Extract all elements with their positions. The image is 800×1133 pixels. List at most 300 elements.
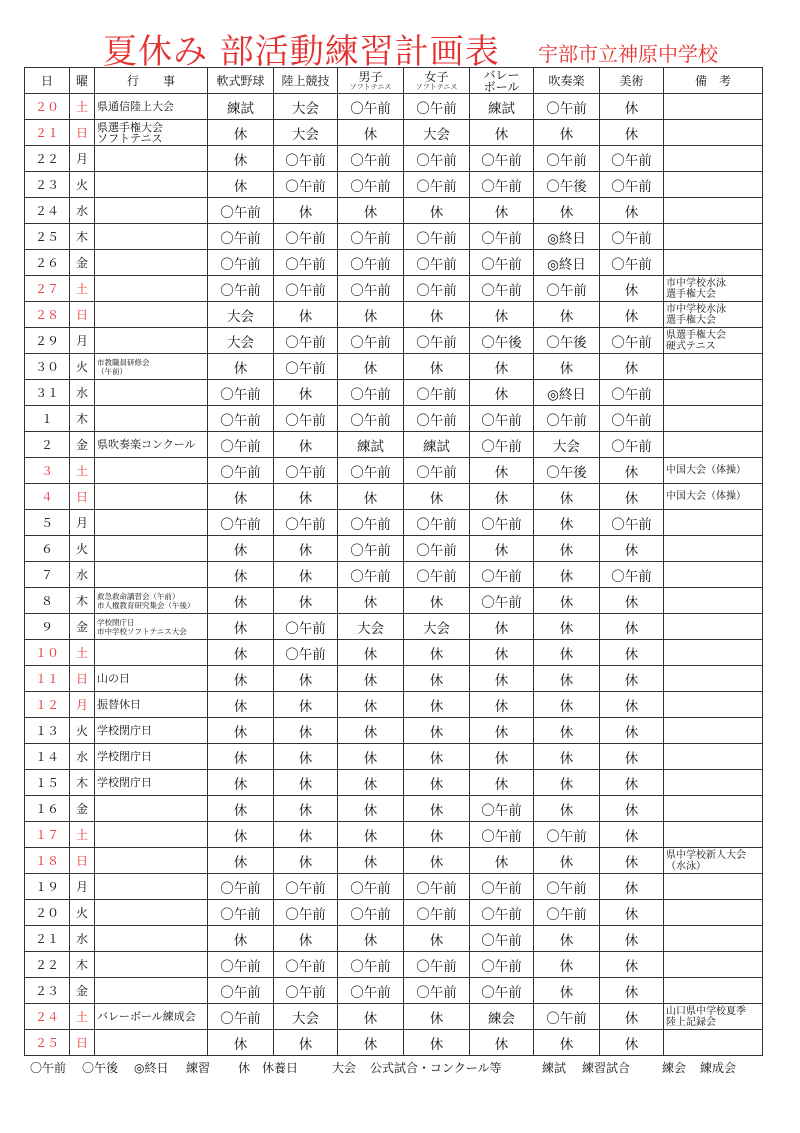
schedule-cell-baseball: 〇午前	[208, 1004, 274, 1030]
schedule-cell-baseball: 休	[208, 640, 274, 666]
schedule-cell-baseball: 休	[208, 614, 274, 640]
schedule-cell-volleyball: 〇午前	[470, 172, 534, 198]
note-cell	[664, 406, 763, 432]
schedule-cell-girls-tennis: 〇午前	[404, 224, 470, 250]
schedule-cell-volleyball: 休	[470, 380, 534, 406]
schedule-cell-volleyball: 休	[470, 614, 534, 640]
table-row	[25, 276, 763, 302]
day-cell: １４	[25, 744, 70, 770]
dow-cell: 金	[70, 432, 95, 458]
legend-pm: 〇午後	[82, 1061, 119, 1075]
schedule-cell-art: 休	[600, 744, 664, 770]
dow-cell: 日	[70, 120, 95, 146]
schedule-cell-art: 休	[600, 848, 664, 874]
schedule-cell-art: 休	[600, 536, 664, 562]
schedule-cell-art: 休	[600, 952, 664, 978]
schedule-cell-art: 〇午前	[600, 224, 664, 250]
event-cell	[95, 276, 208, 302]
schedule-cell-brass: 休	[534, 718, 600, 744]
schedule-cell-volleyball: 休	[470, 536, 534, 562]
schedule-cell-track: 休	[274, 822, 338, 848]
schedule-cell-brass: 休	[534, 640, 600, 666]
dow-cell: 金	[70, 614, 95, 640]
schedule-cell-boys-tennis: 〇午前	[338, 952, 404, 978]
schedule-cell-baseball: 休	[208, 926, 274, 952]
schedule-cell-brass: 休	[534, 536, 600, 562]
note-cell	[664, 172, 763, 198]
legend-rest-mark: 休	[238, 1061, 251, 1075]
schedule-cell-art: 休	[600, 770, 664, 796]
schedule-cell-brass: 休	[534, 770, 600, 796]
schedule-cell-volleyball: 〇午前	[470, 822, 534, 848]
day-cell: ８	[25, 588, 70, 614]
schedule-table	[24, 67, 763, 1056]
schedule-cell-volleyball: 〇午前	[470, 250, 534, 276]
schedule-cell-brass: ◎終日	[534, 380, 600, 406]
event-cell: 学校閉庁日 市中学校ソフトテニス大会	[95, 614, 208, 640]
schedule-cell-brass: 休	[534, 666, 600, 692]
schedule-cell-track: 休	[274, 302, 338, 328]
schedule-cell-baseball: 休	[208, 692, 274, 718]
legend-scrim: 練習試合	[582, 1061, 631, 1075]
table-row	[25, 120, 763, 146]
schedule-cell-volleyball: 休	[470, 354, 534, 380]
schedule-cell-baseball: 大会	[208, 328, 274, 354]
schedule-cell-art: 休	[600, 718, 664, 744]
schedule-cell-track: 〇午前	[274, 250, 338, 276]
dow-cell: 土	[70, 822, 95, 848]
event-cell: 県選手権大会 ソフトテニス	[95, 120, 208, 146]
dow-cell: 土	[70, 94, 95, 120]
schedule-cell-track: 〇午前	[274, 146, 338, 172]
schedule-cell-boys-tennis: 休	[338, 744, 404, 770]
schedule-cell-track: 休	[274, 666, 338, 692]
schedule-cell-art: 休	[600, 458, 664, 484]
schedule-cell-brass: ◎終日	[534, 224, 600, 250]
table-row	[25, 1004, 763, 1030]
table-row	[25, 926, 763, 952]
schedule-cell-track: 休	[274, 1030, 338, 1056]
schedule-cell-baseball: 休	[208, 770, 274, 796]
schedule-cell-track: 〇午前	[274, 874, 338, 900]
schedule-cell-baseball: 休	[208, 588, 274, 614]
schedule-cell-brass: 休	[534, 978, 600, 1004]
schedule-cell-baseball: 休	[208, 718, 274, 744]
event-cell	[95, 562, 208, 588]
event-cell	[95, 536, 208, 562]
day-cell: ７	[25, 562, 70, 588]
schedule-cell-brass: ◎終日	[534, 250, 600, 276]
schedule-cell-volleyball: 練会	[470, 1004, 534, 1030]
schedule-cell-art: 休	[600, 900, 664, 926]
schedule-cell-track: 休	[274, 848, 338, 874]
event-cell: 市教職員研修会 （午前）	[95, 354, 208, 380]
event-cell	[95, 640, 208, 666]
note-cell	[664, 120, 763, 146]
note-cell: 県選手権大会 硬式テニス	[664, 328, 763, 354]
schedule-cell-baseball: 休	[208, 146, 274, 172]
schedule-cell-boys-tennis: 休	[338, 718, 404, 744]
dow-cell: 土	[70, 640, 95, 666]
schedule-cell-brass: 大会	[534, 432, 600, 458]
note-cell	[664, 796, 763, 822]
schedule-cell-volleyball: 休	[470, 640, 534, 666]
schedule-cell-baseball: 休	[208, 172, 274, 198]
table-row	[25, 172, 763, 198]
schedule-cell-baseball: 休	[208, 796, 274, 822]
schedule-cell-baseball: 〇午前	[208, 458, 274, 484]
schedule-cell-track: 〇午前	[274, 640, 338, 666]
schedule-cell-girls-tennis: 休	[404, 354, 470, 380]
table-row	[25, 1030, 763, 1056]
schedule-cell-baseball: 休	[208, 822, 274, 848]
schedule-cell-boys-tennis: 休	[338, 198, 404, 224]
schedule-cell-volleyball: 休	[470, 666, 534, 692]
event-cell: 学校閉庁日	[95, 718, 208, 744]
schedule-cell-art: 休	[600, 692, 664, 718]
event-cell: バレーボール練成会	[95, 1004, 208, 1030]
dow-cell: 木	[70, 952, 95, 978]
schedule-cell-art: 〇午前	[600, 146, 664, 172]
schedule-cell-volleyball: 〇午前	[470, 796, 534, 822]
schedule-cell-art: 〇午前	[600, 406, 664, 432]
event-cell	[95, 302, 208, 328]
note-cell	[664, 588, 763, 614]
note-cell	[664, 952, 763, 978]
note-cell	[664, 1030, 763, 1056]
legend-camp-mark: 練会	[662, 1061, 687, 1075]
schedule-cell-girls-tennis: 〇午前	[404, 328, 470, 354]
schedule-cell-boys-tennis: 大会	[338, 614, 404, 640]
header-volleyball-top: バレー	[483, 67, 520, 82]
dow-cell: 火	[70, 354, 95, 380]
day-cell: １５	[25, 770, 70, 796]
event-cell	[95, 510, 208, 536]
schedule-cell-track: 〇午前	[274, 510, 338, 536]
schedule-cell-girls-tennis: 休	[404, 666, 470, 692]
schedule-cell-boys-tennis: 〇午前	[338, 406, 404, 432]
note-cell	[664, 250, 763, 276]
day-cell: ２１	[25, 120, 70, 146]
table-row	[25, 328, 763, 354]
schedule-cell-track: 〇午前	[274, 900, 338, 926]
dow-cell: 月	[70, 328, 95, 354]
schedule-cell-girls-tennis: 練試	[404, 432, 470, 458]
schedule-cell-baseball: 〇午前	[208, 510, 274, 536]
dow-cell: 日	[70, 302, 95, 328]
day-cell: ２８	[25, 302, 70, 328]
schedule-cell-girls-tennis: 休	[404, 770, 470, 796]
schedule-cell-track: 〇午前	[274, 328, 338, 354]
event-cell: 県通信陸上大会	[95, 94, 208, 120]
header-girls-tennis	[404, 68, 470, 94]
table-row	[25, 458, 763, 484]
legend-rest: 休養日	[262, 1061, 299, 1075]
dow-cell: 土	[70, 276, 95, 302]
schedule-cell-track: 休	[274, 718, 338, 744]
table-row	[25, 900, 763, 926]
day-cell: １２	[25, 692, 70, 718]
schedule-cell-art: 休	[600, 276, 664, 302]
day-cell: ６	[25, 536, 70, 562]
schedule-cell-girls-tennis: 大会	[404, 614, 470, 640]
day-cell: ２６	[25, 250, 70, 276]
schedule-cell-girls-tennis: 〇午前	[404, 146, 470, 172]
schedule-cell-volleyball: 休	[470, 198, 534, 224]
event-cell	[95, 198, 208, 224]
schedule-cell-volleyball: 練試	[470, 94, 534, 120]
dow-cell: 水	[70, 926, 95, 952]
schedule-cell-girls-tennis: 〇午前	[404, 458, 470, 484]
dow-cell: 木	[70, 406, 95, 432]
schedule-cell-volleyball: 休	[470, 770, 534, 796]
schedule-cell-baseball: 〇午前	[208, 874, 274, 900]
table-row	[25, 692, 763, 718]
schedule-cell-boys-tennis: 休	[338, 848, 404, 874]
schedule-cell-art: 休	[600, 874, 664, 900]
schedule-cell-baseball: 大会	[208, 302, 274, 328]
schedule-cell-baseball: 〇午前	[208, 978, 274, 1004]
legend-scrim-mark: 練試	[542, 1061, 567, 1075]
header-day: 日	[25, 68, 70, 94]
table-row	[25, 588, 763, 614]
schedule-cell-art: 休	[600, 666, 664, 692]
schedule-cell-baseball: 〇午前	[208, 432, 274, 458]
day-cell: ２２	[25, 146, 70, 172]
schedule-cell-girls-tennis: 〇午前	[404, 536, 470, 562]
schedule-cell-track: 休	[274, 692, 338, 718]
schedule-cell-girls-tennis: 休	[404, 692, 470, 718]
dow-cell: 月	[70, 692, 95, 718]
schedule-cell-volleyball: 〇午前	[470, 510, 534, 536]
schedule-cell-art: 〇午前	[600, 562, 664, 588]
table-row	[25, 536, 763, 562]
schedule-cell-art: 休	[600, 198, 664, 224]
schedule-cell-boys-tennis: 休	[338, 770, 404, 796]
schedule-cell-volleyball: 〇午前	[470, 588, 534, 614]
schedule-cell-girls-tennis: 休	[404, 484, 470, 510]
schedule-cell-girls-tennis: 〇午前	[404, 874, 470, 900]
day-cell: ２５	[25, 1030, 70, 1056]
schedule-cell-art: 〇午前	[600, 328, 664, 354]
schedule-cell-volleyball: 〇午前	[470, 900, 534, 926]
legend-meet-mark: 大会	[332, 1061, 357, 1075]
event-cell: 学校閉庁日	[95, 770, 208, 796]
schedule-cell-baseball: 〇午前	[208, 406, 274, 432]
header-boys-tennis-top: 男子	[358, 69, 383, 84]
note-cell	[664, 666, 763, 692]
dow-cell: 火	[70, 900, 95, 926]
schedule-cell-track: 〇午前	[274, 614, 338, 640]
schedule-cell-brass: 〇午前	[534, 874, 600, 900]
page-title: 夏休み 部活動練習計画表	[103, 32, 500, 72]
table-row	[25, 640, 763, 666]
schedule-cell-girls-tennis: 〇午前	[404, 562, 470, 588]
header-note: 備 考	[664, 68, 763, 94]
event-cell	[95, 926, 208, 952]
header-boys-tennis	[338, 68, 404, 94]
dow-cell: 水	[70, 198, 95, 224]
event-cell: 救急救命講習会（午前） 市人権教育研究集会（午後）	[95, 588, 208, 614]
table-row	[25, 380, 763, 406]
dow-cell: 火	[70, 718, 95, 744]
dow-cell: 火	[70, 172, 95, 198]
schedule-cell-girls-tennis: 〇午前	[404, 250, 470, 276]
schedule-cell-baseball: 〇午前	[208, 900, 274, 926]
note-cell: 市中学校水泳 選手権大会	[664, 302, 763, 328]
schedule-cell-boys-tennis: 〇午前	[338, 510, 404, 536]
event-cell	[95, 406, 208, 432]
schedule-cell-girls-tennis: 〇午前	[404, 510, 470, 536]
schedule-cell-track: 休	[274, 484, 338, 510]
schedule-cell-girls-tennis: 〇午前	[404, 978, 470, 1004]
schedule-cell-girls-tennis: 〇午前	[404, 172, 470, 198]
table-row	[25, 354, 763, 380]
schedule-cell-brass: 休	[534, 510, 600, 536]
schedule-cell-art: 〇午前	[600, 380, 664, 406]
table-row	[25, 744, 763, 770]
schedule-cell-boys-tennis: 休	[338, 822, 404, 848]
schedule-cell-brass: 休	[534, 588, 600, 614]
schedule-cell-volleyball: 休	[470, 302, 534, 328]
schedule-cell-brass: 休	[534, 302, 600, 328]
schedule-cell-boys-tennis: 〇午前	[338, 224, 404, 250]
schedule-cell-track: 休	[274, 562, 338, 588]
header-girls-tennis-sub: ソフトテニス	[415, 82, 458, 91]
schedule-cell-volleyball: 休	[470, 458, 534, 484]
schedule-cell-girls-tennis: 休	[404, 848, 470, 874]
schedule-cell-volleyball: 休	[470, 1030, 534, 1056]
schedule-cell-volleyball: 休	[470, 692, 534, 718]
schedule-cell-girls-tennis: 〇午前	[404, 380, 470, 406]
schedule-cell-baseball: 休	[208, 848, 274, 874]
note-cell	[664, 692, 763, 718]
schedule-cell-baseball: 休	[208, 744, 274, 770]
header-girls-tennis-top: 女子	[424, 69, 449, 84]
schedule-cell-track: 大会	[274, 120, 338, 146]
schedule-cell-brass: 休	[534, 926, 600, 952]
schedule-cell-track: 休	[274, 770, 338, 796]
day-cell: １９	[25, 874, 70, 900]
schedule-cell-brass: 休	[534, 1030, 600, 1056]
schedule-cell-track: 大会	[274, 1004, 338, 1030]
table-row	[25, 432, 763, 458]
schedule-cell-baseball: 〇午前	[208, 250, 274, 276]
schedule-cell-boys-tennis: 〇午前	[338, 900, 404, 926]
note-cell	[664, 822, 763, 848]
dow-cell: 月	[70, 874, 95, 900]
table-row	[25, 718, 763, 744]
dow-cell: 金	[70, 796, 95, 822]
schedule-cell-boys-tennis: 〇午前	[338, 458, 404, 484]
schedule-cell-boys-tennis: 〇午前	[338, 94, 404, 120]
schedule-cell-girls-tennis: 大会	[404, 120, 470, 146]
table-row	[25, 198, 763, 224]
header-dow: 曜	[70, 68, 95, 94]
header-art: 美術	[600, 68, 664, 94]
schedule-cell-brass: 休	[534, 614, 600, 640]
note-cell	[664, 562, 763, 588]
schedule-cell-art: 〇午前	[600, 510, 664, 536]
note-cell	[664, 640, 763, 666]
header-baseball: 軟式野球	[208, 68, 274, 94]
day-cell: ２４	[25, 198, 70, 224]
event-cell: 振替休日	[95, 692, 208, 718]
schedule-cell-volleyball: 〇午前	[470, 432, 534, 458]
schedule-cell-baseball: 〇午前	[208, 952, 274, 978]
event-cell	[95, 484, 208, 510]
schedule-cell-boys-tennis: 休	[338, 302, 404, 328]
schedule-cell-volleyball: 休	[470, 848, 534, 874]
legend-am: 〇午前	[30, 1061, 67, 1075]
event-cell	[95, 224, 208, 250]
schedule-cell-art: 休	[600, 484, 664, 510]
schedule-cell-track: 休	[274, 380, 338, 406]
day-cell: ２３	[25, 978, 70, 1004]
schedule-cell-art: 休	[600, 796, 664, 822]
legend-allday: ◎終日	[134, 1061, 169, 1075]
schedule-cell-boys-tennis: 〇午前	[338, 328, 404, 354]
schedule-cell-girls-tennis: 休	[404, 718, 470, 744]
day-cell: １７	[25, 822, 70, 848]
schedule-cell-track: 大会	[274, 94, 338, 120]
legend-camp: 練成会	[700, 1061, 737, 1075]
day-cell: ２０	[25, 94, 70, 120]
schedule-cell-baseball: 〇午前	[208, 198, 274, 224]
dow-cell: 木	[70, 588, 95, 614]
dow-cell: 日	[70, 666, 95, 692]
schedule-cell-track: 〇午前	[274, 952, 338, 978]
note-cell	[664, 874, 763, 900]
school-name: 宇部市立神原中学校	[538, 42, 718, 66]
table-row	[25, 94, 763, 120]
table-row	[25, 146, 763, 172]
table-row	[25, 562, 763, 588]
schedule-cell-art: 休	[600, 1030, 664, 1056]
schedule-cell-girls-tennis: 〇午前	[404, 900, 470, 926]
legend-meet: 公式試合・コンクール等	[370, 1061, 502, 1075]
day-cell: ３１	[25, 380, 70, 406]
table-row	[25, 874, 763, 900]
header-row	[25, 68, 763, 94]
schedule-cell-baseball: 〇午前	[208, 224, 274, 250]
schedule-cell-boys-tennis: 〇午前	[338, 146, 404, 172]
schedule-cell-girls-tennis: 休	[404, 640, 470, 666]
schedule-cell-brass: 〇午後	[534, 172, 600, 198]
schedule-cell-volleyball: 休	[470, 744, 534, 770]
day-cell: １０	[25, 640, 70, 666]
schedule-cell-boys-tennis: 〇午前	[338, 380, 404, 406]
schedule-cell-art: 休	[600, 926, 664, 952]
schedule-cell-boys-tennis: 休	[338, 1004, 404, 1030]
table-row	[25, 302, 763, 328]
schedule-cell-art: 休	[600, 354, 664, 380]
schedule-cell-volleyball: 休	[470, 718, 534, 744]
event-cell: 県吹奏楽コンクール	[95, 432, 208, 458]
schedule-cell-brass: 休	[534, 744, 600, 770]
day-cell: ２２	[25, 952, 70, 978]
schedule-cell-boys-tennis: 〇午前	[338, 978, 404, 1004]
schedule-cell-boys-tennis: 休	[338, 796, 404, 822]
table-row	[25, 484, 763, 510]
table-row	[25, 666, 763, 692]
schedule-cell-boys-tennis: 〇午前	[338, 874, 404, 900]
schedule-cell-volleyball: 〇午前	[470, 562, 534, 588]
note-cell	[664, 146, 763, 172]
schedule-cell-girls-tennis: 〇午前	[404, 406, 470, 432]
table-row	[25, 510, 763, 536]
day-cell: ２	[25, 432, 70, 458]
